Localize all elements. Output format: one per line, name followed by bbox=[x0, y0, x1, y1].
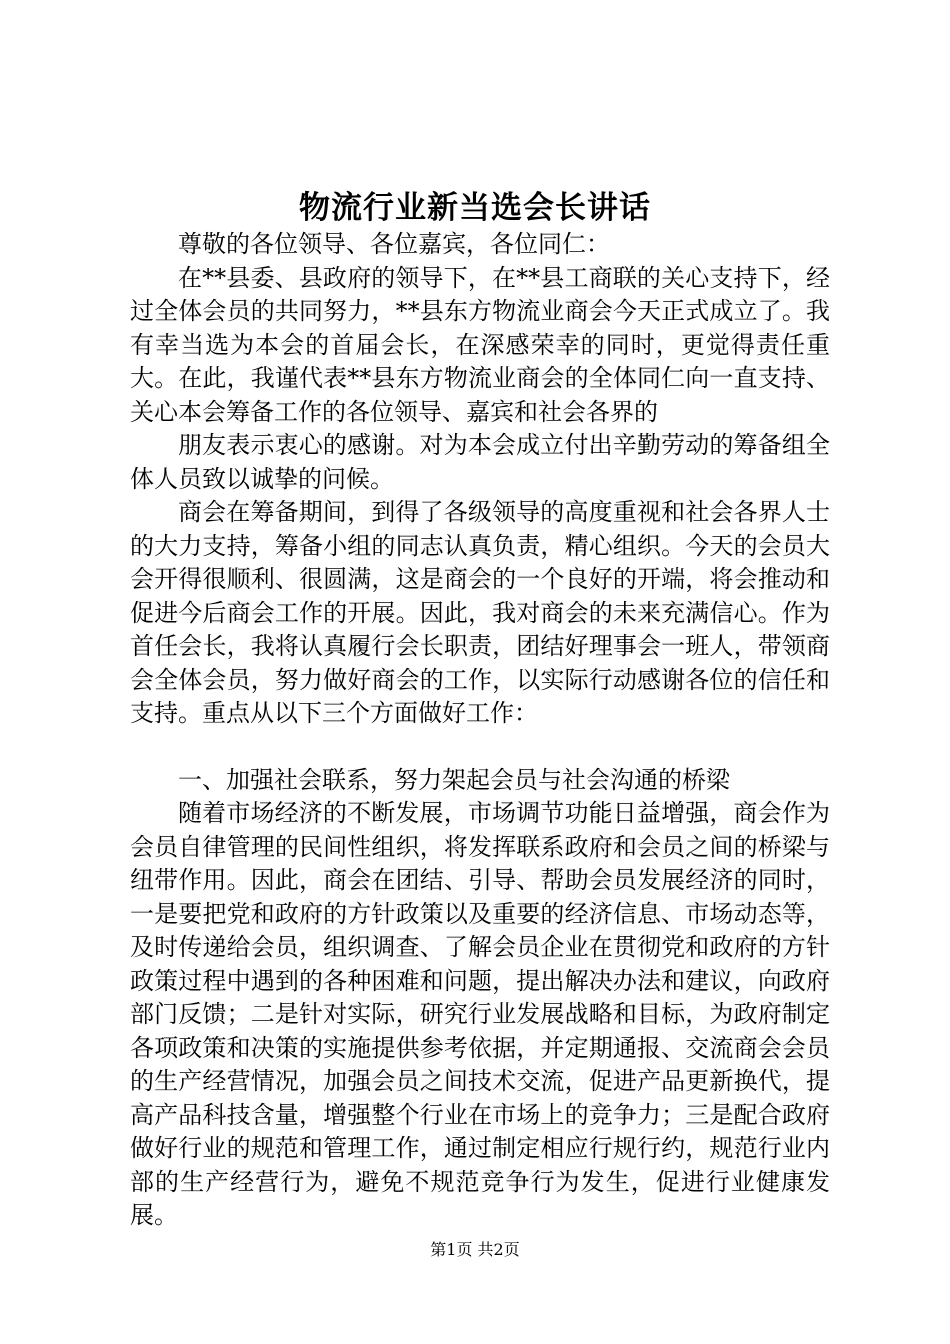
preparation-paragraph: 商会在筹备期间，到得了各级领导的高度重视和社会各界人士的大力支持，筹备小组的同志认真负责，精心组织。今天的会员大会开得很顺利、很圆满，这是商会的一个良好的开端，将会推动和促进今后商会工作的开展。因此，我对商会的未来充满信心。作为首任会长，我将认真履行会长职责，团结好理事会一班人，带领商会全体会员，努力做好商会的工作，以实际行动感谢各位的信任和支持。重点从以下三个方面做好工作： bbox=[130, 498, 830, 727]
paragraph-spacer bbox=[130, 731, 830, 764]
document-body bbox=[130, 228, 830, 1233]
opening-paragraph: 在**县委、县政府的领导下，在**县工商联的关心支持下，经过全体会员的共同努力，**县东方物流业商会今天正式成立了。我有幸当选为本会的首届会长，在深感荣幸的同时，更觉得责任重大。在此，我谨代表**县东方物流业商会的全体同仁向一直支持、关心本会筹备工作的各位领导、嘉宾和社会各界的 bbox=[130, 263, 830, 426]
section-heading: 一、加强社会联系，努力架起会员与社会沟通的桥梁 bbox=[178, 765, 730, 794]
thanks-paragraph: 朋友表示衷心的感谢。对为本会成立付出辛勤劳动的筹备组全体人员致以诚挚的问候。 bbox=[130, 431, 830, 493]
salutation-paragraph: 尊敬的各位领导、各位嘉宾，各位同仁： bbox=[178, 230, 610, 258]
section-paragraph: 随着市场经济的不断发展，市场调节功能日益增强，商会作为会员自律管理的民间性组织，将发挥联系政府和会员之间的桥梁与纽带作用。因此，商会在团结、引导、帮助会员发展经济的同时，一是要把党和政府的方针政策以及重要的经济信息、市场动态等，及时传递给会员，组织调查、了解会员企业在贯彻党和政府的方针政策过程中遇到的各种困难和问题，提出解决办法和建议，向政府部门反馈；二是针对实际，研究行业发展战略和目标，为政府制定各项政策和决策的实施提供参考依据，并定期通报、交流商会会员的生产经营情况，加强会员之间技术交流，促进产品更新换代，提高产品科技含量，增强整个行业在市场上的竞争力；三是配合政府做好行业的规范和管理工作，通过制定相应行规行约，规范行业内部的生产经营行为，避免不规范竞争行为发生，促进行业健康发展。 bbox=[130, 799, 830, 1229]
document-title: 物流行业新当选会长讲话 bbox=[299, 190, 651, 226]
page-footer: 第1页 共2页 bbox=[430, 1240, 520, 1259]
